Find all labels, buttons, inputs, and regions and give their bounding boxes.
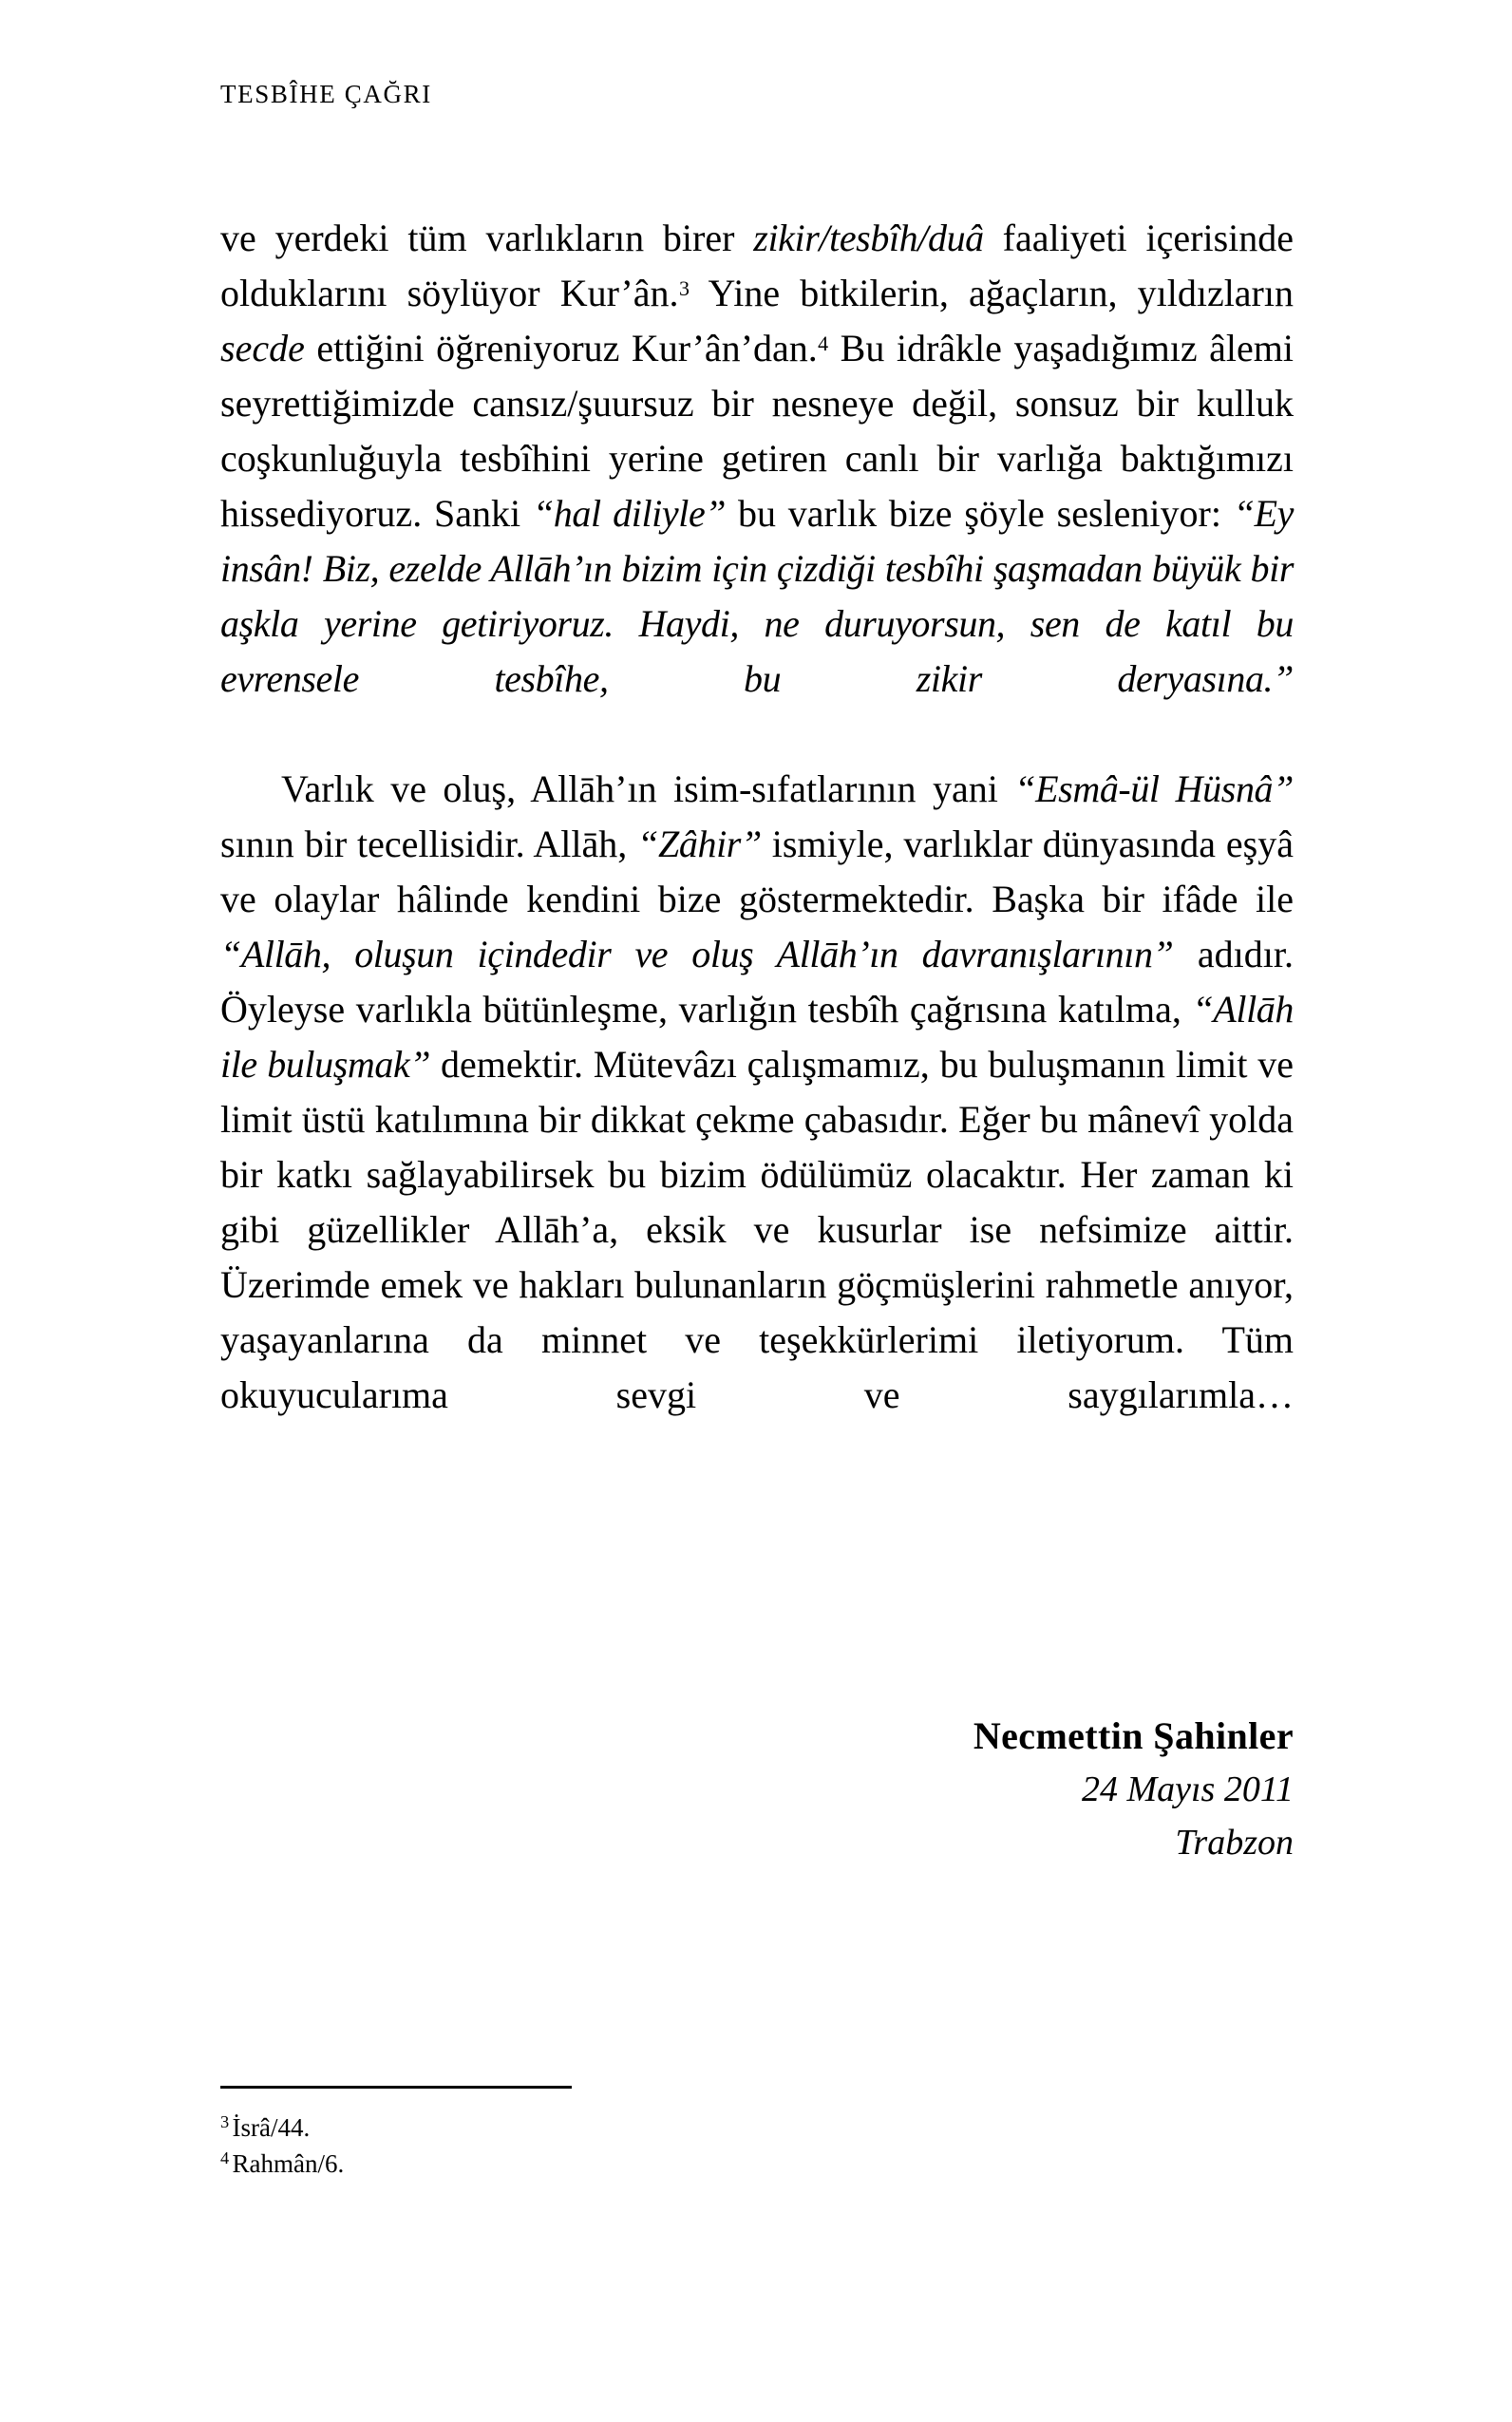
par1-italic-quote-ey-insan: “Ey insân! Biz, ezelde Allāh’ın bizim için çizdiği tesbîhi şaşmadan büyük bir aşkla yerine getiriyoruz. Haydi, ne duruyorsun, sen de katıl bu evrensele tesbîhe, bu zikir deryasına.” (220, 492, 1294, 700)
signature-place: Trabzon (1175, 1823, 1294, 1863)
footnote-number: 4 (220, 2148, 230, 2168)
par2-text-1: Varlık ve oluş, Allāh’ın isim-sıfatlarının yani (281, 767, 1015, 810)
signature-block (629, 1710, 1294, 1869)
footnote-item (220, 2110, 1294, 2146)
signature-author-name: Necmettin Şahinler (973, 1714, 1294, 1757)
footnote-marker-3[interactable]: 3 (678, 275, 690, 300)
footnote-number: 3 (220, 2112, 230, 2132)
paragraph-1 (220, 211, 1294, 762)
par2-italic-esma-ul-husna: “Esmâ-ül Hüsnâ” (1014, 767, 1294, 810)
par1-italic-secde: secde (220, 327, 305, 369)
par1-text-6: bu varlık bize şöyle sesleniyor: (726, 492, 1234, 535)
footnote-separator-rule (220, 2086, 572, 2089)
par1-text-4: ettiğini öğreniyoruz Kur’ân’dan. (304, 327, 818, 369)
footnote-text: Rahmân/6. (232, 2149, 345, 2178)
footnotes-section (220, 2086, 1294, 2182)
par2-italic-zahir: “Zâhir” (637, 823, 762, 865)
par1-text-5: Bu idrâkle yaşadığımız âlemi seyrettiğimizde cansız/şuursuz bir nesneye değil, sonsuz bir kulluk coşkunluğuyla tesbîhini yerine getiren canlı bir varlığa baktığımızı hissediyoruz. Sanki (220, 327, 1294, 535)
paragraph-2 (220, 762, 1294, 1478)
par1-italic-hal-diliyle: “hal diliyle” (532, 492, 727, 535)
par1-text-2: faaliyeti içerisinde olduklarını söylüyor Kur’ân. (220, 217, 1295, 314)
text-column (220, 211, 1294, 1478)
par2-text-3: ismiyle, varlıklar dünyasında eşyâ ve olaylar hâlinde kendini bize göstermektedir. Başka bir ifâde ile (220, 823, 1294, 920)
par2-text-5: demektir. Mütevâzı çalışmamız, bu buluşmanın limit ve limit üstü katılımına bir dikkat çekme çabasıdır. Eğer bu mânevî yolda bir katkı sağlayabilirsek bu bizim ödülümüz olacaktır. Her zaman ki gibi güzellikler Allāh’a, eksik ve kusurlar ise nefsimize aittir. Üzerimde emek ve hakları bulunanların göçmüşlerini rahmetle anıyor, yaşayanlarına da minnet ve teşekkürlerimi iletiyorum. Tüm okuyucularıma sevgi ve saygılarımla… (220, 1043, 1294, 1416)
par2-text-2: sının bir tecellisidir. Allāh, (220, 823, 638, 865)
footnote-marker-4[interactable]: 4 (818, 331, 829, 355)
footnote-text: İsrâ/44. (232, 2113, 311, 2142)
par2-text-4: adıdır. Öyleyse varlıkla bütünleşme, varlığın tesbîh çağrısına katılma, (220, 933, 1294, 1031)
running-header: TESBÎHE ÇAĞRI (220, 80, 432, 108)
par2-italic-allah-ile-bulusmak: “Allāh ile buluşmak” (220, 988, 1294, 1086)
par1-text-1: ve yerdeki tüm varlıkların birer (220, 217, 754, 259)
par1-italic-zikir-tesbih-dua: zikir/tesbîh/duâ (753, 217, 984, 259)
par1-text-3: Yine bitkilerin, ağaçların, yıldızların (689, 272, 1294, 314)
signature-date: 24 Mayıs 2011 (1081, 1769, 1294, 1809)
par2-italic-allah-olusun-icindedir: “Allāh, oluşun içindedir ve oluş Allāh’ın davranışlarının” (220, 933, 1174, 975)
footnote-item (220, 2146, 1294, 2182)
